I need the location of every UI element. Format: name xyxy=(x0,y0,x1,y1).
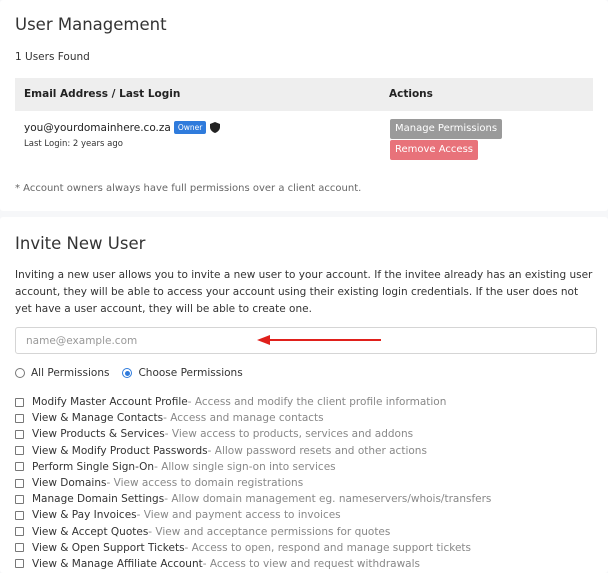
permission-checkbox[interactable] xyxy=(15,495,24,504)
permission-name[interactable]: View & Pay Invoices xyxy=(32,509,137,522)
permission-description: - View access to products, services and addons xyxy=(164,428,414,441)
shield-icon xyxy=(210,122,220,133)
permission-item[interactable] xyxy=(15,524,605,540)
permission-name[interactable]: View & Manage Affiliate Account xyxy=(32,557,203,570)
permission-description: - View access to domain registrations xyxy=(106,477,304,490)
permission-checkbox[interactable] xyxy=(15,430,24,439)
permission-item[interactable] xyxy=(15,459,605,475)
permission-name[interactable]: View & Manage Contacts xyxy=(32,412,164,425)
permission-name[interactable]: View & Modify Product Passwords xyxy=(32,444,208,457)
permissions-list xyxy=(15,394,605,572)
annotation-arrow-icon xyxy=(257,334,383,346)
user-management-panel xyxy=(0,0,608,211)
permission-checkbox[interactable] xyxy=(15,543,24,552)
permission-description: - Allow single sign-on into services xyxy=(154,460,336,473)
permission-description: - Allow password resets and other actions xyxy=(207,444,427,457)
user-last-login: Last Login: 2 years ago xyxy=(24,139,123,149)
permission-item[interactable] xyxy=(15,491,605,507)
permission-name[interactable]: Manage Domain Settings xyxy=(32,493,165,506)
manage-permissions-button[interactable]: Manage Permissions xyxy=(390,119,502,139)
permission-name[interactable]: Perform Single Sign-On xyxy=(32,460,155,473)
permission-name[interactable]: View Domains xyxy=(32,477,107,490)
radio-all-permissions-label[interactable]: All Permissions xyxy=(31,367,110,379)
permission-name[interactable]: View & Open Support Tickets xyxy=(32,541,185,554)
permission-item[interactable] xyxy=(15,394,605,410)
permission-item[interactable] xyxy=(15,410,605,426)
permission-description: - Access and manage contacts xyxy=(163,412,324,425)
radio-choose-permissions[interactable] xyxy=(122,368,132,378)
permission-checkbox[interactable] xyxy=(15,479,24,488)
users-found-count: 1 Users Found xyxy=(15,51,90,63)
permission-checkbox[interactable] xyxy=(15,446,24,455)
invite-description: Inviting a new user allows you to invite a new user to your account. If the invitee already has an existing user account, they will be able to access your account using their existing login credentials. If the user does not yet have a user account, they will be able to create one. xyxy=(15,269,593,315)
permission-item[interactable] xyxy=(15,475,605,491)
radio-all-permissions[interactable] xyxy=(15,368,25,378)
users-table-header xyxy=(15,78,593,111)
permission-description: - Access to open, respond and manage support tickets xyxy=(184,541,471,554)
permission-description: - View and payment access to invoices xyxy=(136,509,341,522)
permission-description: - Access to view and request withdrawals xyxy=(202,557,420,570)
permission-item[interactable] xyxy=(15,426,605,442)
permission-checkbox[interactable] xyxy=(15,559,24,568)
permission-description: - View and acceptance permissions for quotes xyxy=(148,525,391,538)
remove-access-button[interactable]: Remove Access xyxy=(390,140,478,160)
permission-checkbox[interactable] xyxy=(15,462,24,471)
user-management-title: User Management xyxy=(15,15,167,34)
user-email: you@yourdomainhere.co.za xyxy=(24,121,171,134)
permission-description: - Access and modify the client profile information xyxy=(187,396,447,409)
permission-checkbox[interactable] xyxy=(15,414,24,423)
radio-choose-permissions-label[interactable]: Choose Permissions xyxy=(138,367,243,379)
invite-user-panel xyxy=(0,217,608,573)
permission-name[interactable]: Modify Master Account Profile xyxy=(32,396,188,409)
permission-name[interactable]: View Products & Services xyxy=(32,428,165,441)
permission-checkbox[interactable] xyxy=(15,527,24,536)
permission-checkbox[interactable] xyxy=(15,398,24,407)
permission-name[interactable]: View & Accept Quotes xyxy=(32,525,149,538)
permission-item[interactable] xyxy=(15,556,605,572)
permission-checkbox[interactable] xyxy=(15,511,24,520)
user-email-cell xyxy=(24,121,220,134)
owner-badge: Owner xyxy=(174,121,207,134)
column-header-email: Email Address / Last Login xyxy=(24,88,181,100)
permission-description: - Allow domain management eg. nameservers/whois/transfers xyxy=(164,493,492,506)
permission-item[interactable] xyxy=(15,540,605,556)
permission-mode-radios xyxy=(15,367,243,379)
invite-title: Invite New User xyxy=(15,234,146,253)
permission-item[interactable] xyxy=(15,443,605,459)
owner-permissions-note: * Account owners always have full permissions over a client account. xyxy=(15,183,362,194)
column-header-actions: Actions xyxy=(389,88,433,100)
permission-item[interactable] xyxy=(15,507,605,523)
